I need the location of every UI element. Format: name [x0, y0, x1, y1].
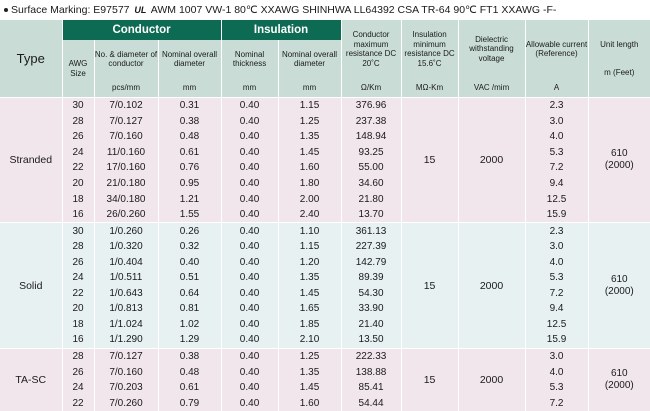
overall-diameter-cell: 1.25 — [278, 348, 341, 364]
thickness-cell: 0.40 — [221, 176, 278, 192]
type-cell: TA-SC — [0, 348, 62, 411]
resistance-cell: 21.40 — [341, 317, 401, 333]
table-row — [0, 254, 650, 270]
resistance-cell: 54.30 — [341, 286, 401, 302]
table-row — [0, 395, 650, 411]
awg-cell: 22 — [62, 395, 94, 411]
thickness-cell: 0.40 — [221, 317, 278, 333]
thickness-cell: 0.40 — [221, 191, 278, 207]
table-row — [0, 380, 650, 396]
awg-cell: 26 — [62, 364, 94, 380]
current-cell: 4.0 — [525, 364, 588, 380]
table-row — [0, 191, 650, 207]
header-awg: AWG — [68, 59, 88, 68]
resistance-cell: 227.39 — [341, 239, 401, 255]
header-conductor: Conductor — [62, 20, 221, 40]
awg-cell: 16 — [62, 332, 94, 348]
table-row — [0, 239, 650, 255]
table-header — [0, 20, 650, 98]
current-cell: 3.0 — [525, 348, 588, 364]
overall-diameter-cell: 1.35 — [278, 364, 341, 380]
nominal-diameter-cell: 1.55 — [158, 207, 221, 223]
nominal-diameter-cell: 0.26 — [158, 223, 221, 239]
conductor-cell: 7/0.102 — [94, 98, 158, 114]
awg-cell: 26 — [62, 254, 94, 270]
table-row — [0, 317, 650, 333]
resistance-cell: 55.00 — [341, 160, 401, 176]
nominal-diameter-cell: 0.32 — [158, 239, 221, 255]
header-dielectric: Dielectric withstanding voltage — [458, 20, 525, 78]
unit-length-m: 610 — [610, 367, 628, 379]
unit-length-cell — [588, 223, 650, 348]
awg-cell: 18 — [62, 317, 94, 333]
overall-diameter-cell: 1.20 — [278, 254, 341, 270]
thickness-cell: 0.40 — [221, 129, 278, 145]
group-ta-sc — [0, 348, 650, 411]
nominal-diameter-cell: 0.95 — [158, 176, 221, 192]
conductor-cell: 7/0.203 — [94, 380, 158, 396]
awg-cell: 22 — [62, 160, 94, 176]
nominal-diameter-cell: 1.21 — [158, 191, 221, 207]
current-cell: 5.3 — [525, 145, 588, 161]
overall-diameter-cell: 1.35 — [278, 270, 341, 286]
surface-marking-label: Surface Marking: — [11, 4, 91, 16]
unit-length-feet: (2000) — [604, 160, 634, 172]
overall-diameter-cell: 2.10 — [278, 332, 341, 348]
nominal-diameter-cell: 0.51 — [158, 270, 221, 286]
resistance-cell: 13.70 — [341, 207, 401, 223]
overall-diameter-cell: 2.40 — [278, 207, 341, 223]
thickness-cell: 0.40 — [221, 207, 278, 223]
cable-spec-table — [0, 20, 650, 411]
insulation-resistance-cell: 15 — [401, 223, 458, 348]
overall-diameter-cell: 1.45 — [278, 145, 341, 161]
header-nominal-thickness: Nominal thickness — [221, 40, 278, 78]
current-cell: 9.4 — [525, 176, 588, 192]
resistance-cell: 89.39 — [341, 270, 401, 286]
nominal-diameter-cell: 0.31 — [158, 98, 221, 114]
resistance-cell: 142.79 — [341, 254, 401, 270]
header-nominal-overall: Nominal overall diameter — [158, 40, 221, 78]
overall-diameter-cell: 1.60 — [278, 395, 341, 411]
conductor-cell: 1/0.320 — [94, 239, 158, 255]
thickness-cell: 0.40 — [221, 98, 278, 114]
surface-marking-code: E97577 — [93, 4, 130, 16]
dielectric-cell: 2000 — [458, 98, 525, 223]
thickness-cell: 0.40 — [221, 270, 278, 286]
table-row — [0, 114, 650, 130]
unit-length-feet: (2000) — [604, 379, 634, 391]
table-row — [0, 270, 650, 286]
conductor-cell: 7/0.127 — [94, 348, 158, 364]
conductor-cell: 1/1.290 — [94, 332, 158, 348]
resistance-cell: 376.96 — [341, 98, 401, 114]
header-unit-length-label: Unit length — [600, 39, 639, 49]
resistance-cell: 54.44 — [341, 395, 401, 411]
table-row — [0, 348, 650, 364]
overall-diameter-cell: 1.45 — [278, 380, 341, 396]
conductor-cell: 1/0.813 — [94, 301, 158, 317]
header-type: Type — [0, 20, 62, 98]
insulation-resistance-cell: 15 — [401, 98, 458, 223]
thickness-cell: 0.40 — [221, 301, 278, 317]
current-cell: 4.0 — [525, 129, 588, 145]
current-cell: 7.2 — [525, 160, 588, 176]
unit-length-cell — [588, 348, 650, 411]
current-cell: 9.4 — [525, 301, 588, 317]
resistance-cell: 148.94 — [341, 129, 401, 145]
current-cell: 4.0 — [525, 254, 588, 270]
nominal-diameter-cell: 0.48 — [158, 364, 221, 380]
awg-cell: 28 — [62, 348, 94, 364]
current-cell: 7.2 — [525, 286, 588, 302]
overall-diameter-cell: 1.65 — [278, 301, 341, 317]
resistance-cell: 33.90 — [341, 301, 401, 317]
awg-cell: 16 — [62, 207, 94, 223]
type-cell: Solid — [0, 223, 62, 348]
unit-insulation-resistance: MΩ-Km — [401, 78, 458, 98]
conductor-cell: 1/0.404 — [94, 254, 158, 270]
header-unit-length — [588, 20, 650, 98]
conductor-cell: 11/0.160 — [94, 145, 158, 161]
nominal-diameter-cell: 0.61 — [158, 380, 221, 396]
overall-diameter-cell: 1.15 — [278, 239, 341, 255]
unit-length-cell — [588, 98, 650, 223]
resistance-cell: 237.38 — [341, 114, 401, 130]
conductor-cell: 7/0.127 — [94, 114, 158, 130]
header-insulation-resistance: Insulation minimum resistance DC 15.6˚C — [401, 20, 458, 78]
awg-cell: 26 — [62, 129, 94, 145]
nominal-diameter-cell: 0.76 — [158, 160, 221, 176]
unit-resistance: Ω/Km — [341, 78, 401, 98]
nominal-diameter-cell: 0.64 — [158, 286, 221, 302]
overall-diameter-cell: 1.35 — [278, 129, 341, 145]
unit-ins-overall: mm — [278, 78, 341, 98]
unit-no-diameter: pcs/mm — [94, 78, 158, 98]
group-solid — [0, 223, 650, 348]
overall-diameter-cell: 1.60 — [278, 160, 341, 176]
thickness-cell: 0.40 — [221, 254, 278, 270]
overall-diameter-cell: 2.00 — [278, 191, 341, 207]
unit-length-m: 610 — [610, 273, 628, 285]
resistance-cell: 138.88 — [341, 364, 401, 380]
table-row — [0, 129, 650, 145]
resistance-cell: 361.13 — [341, 223, 401, 239]
table-row — [0, 286, 650, 302]
conductor-cell: 21/0.180 — [94, 176, 158, 192]
conductor-cell: 26/0.260 — [94, 207, 158, 223]
nominal-diameter-cell: 0.48 — [158, 129, 221, 145]
resistance-cell: 34.60 — [341, 176, 401, 192]
current-cell: 12.5 — [525, 191, 588, 207]
awg-cell: 30 — [62, 223, 94, 239]
resistance-cell: 93.25 — [341, 145, 401, 161]
conductor-cell: 1/0.643 — [94, 286, 158, 302]
table-row — [0, 176, 650, 192]
surface-marking-text: AWM 1007 VW-1 80℃ XXAWG SHINHWA LL64392 CSA TR-64 90℃ FT1 XXAWG -F- — [150, 4, 557, 16]
current-cell: 15.9 — [525, 207, 588, 223]
bullet-icon — [4, 8, 8, 12]
table-row — [0, 207, 650, 223]
nominal-diameter-cell: 1.29 — [158, 332, 221, 348]
header-awg-size — [62, 40, 94, 98]
conductor-cell: 7/0.260 — [94, 395, 158, 411]
table-row — [0, 332, 650, 348]
conductor-cell: 1/0.511 — [94, 270, 158, 286]
nominal-diameter-cell: 0.61 — [158, 145, 221, 161]
nominal-diameter-cell: 0.38 — [158, 348, 221, 364]
awg-cell: 20 — [62, 176, 94, 192]
conductor-cell: 1/0.260 — [94, 223, 158, 239]
conductor-cell: 17/0.160 — [94, 160, 158, 176]
current-cell: 2.3 — [525, 98, 588, 114]
resistance-cell: 85.41 — [341, 380, 401, 396]
overall-diameter-cell: 1.15 — [278, 98, 341, 114]
unit-length-feet: (2000) — [604, 285, 634, 297]
conductor-cell: 34/0.180 — [94, 191, 158, 207]
thickness-cell: 0.40 — [221, 332, 278, 348]
dielectric-cell: 2000 — [458, 223, 525, 348]
header-size: Size — [70, 68, 86, 78]
unit-current: A — [525, 78, 588, 98]
current-cell: 15.9 — [525, 332, 588, 348]
table-row — [0, 160, 650, 176]
unit-nominal-thickness: mm — [221, 78, 278, 98]
thickness-cell: 0.40 — [221, 348, 278, 364]
thickness-cell: 0.40 — [221, 114, 278, 130]
overall-diameter-cell: 1.85 — [278, 317, 341, 333]
unit-nominal-overall: mm — [158, 78, 221, 98]
table-row — [0, 364, 650, 380]
awg-cell: 24 — [62, 380, 94, 396]
type-cell: Stranded — [0, 98, 62, 223]
awg-cell: 22 — [62, 286, 94, 302]
awg-cell: 18 — [62, 191, 94, 207]
awg-cell: 30 — [62, 98, 94, 114]
overall-diameter-cell: 1.45 — [278, 286, 341, 302]
nominal-diameter-cell: 0.79 — [158, 395, 221, 411]
awg-cell: 24 — [62, 270, 94, 286]
table-row — [0, 98, 650, 114]
header-insulation: Insulation — [221, 20, 341, 40]
conductor-cell: 1/1.024 — [94, 317, 158, 333]
nominal-diameter-cell: 1.02 — [158, 317, 221, 333]
awg-cell: 28 — [62, 114, 94, 130]
header-current: Allowable current (Reference) — [525, 20, 588, 78]
unit-length-m: 610 — [610, 148, 628, 160]
thickness-cell: 0.40 — [221, 364, 278, 380]
thickness-cell: 0.40 — [221, 380, 278, 396]
nominal-diameter-cell: 0.40 — [158, 254, 221, 270]
thickness-cell: 0.40 — [221, 286, 278, 302]
thickness-cell: 0.40 — [221, 239, 278, 255]
awg-cell: 20 — [62, 301, 94, 317]
thickness-cell: 0.40 — [221, 160, 278, 176]
header-ins-overall: Nominal overall diameter — [278, 40, 341, 78]
table-row — [0, 145, 650, 161]
resistance-cell: 222.33 — [341, 348, 401, 364]
current-cell: 5.3 — [525, 270, 588, 286]
current-cell: 7.2 — [525, 395, 588, 411]
table-row — [0, 223, 650, 239]
insulation-resistance-cell: 15 — [401, 348, 458, 411]
awg-cell: 24 — [62, 145, 94, 161]
current-cell: 5.3 — [525, 380, 588, 396]
thickness-cell: 0.40 — [221, 145, 278, 161]
overall-diameter-cell: 1.25 — [278, 114, 341, 130]
current-cell: 12.5 — [525, 317, 588, 333]
nominal-diameter-cell: 0.81 — [158, 301, 221, 317]
dielectric-cell: 2000 — [458, 348, 525, 411]
table-row — [0, 301, 650, 317]
current-cell: 3.0 — [525, 114, 588, 130]
ul-logo-icon: UL — [134, 5, 147, 15]
group-stranded — [0, 98, 650, 223]
header-unit-length-unit: m (Feet) — [604, 68, 635, 77]
thickness-cell: 0.40 — [221, 223, 278, 239]
header-no-diameter: No. & diameter of conductor — [94, 40, 158, 78]
surface-marking — [0, 0, 650, 20]
resistance-cell: 13.50 — [341, 332, 401, 348]
unit-dielectric: VAC /mim — [458, 78, 525, 98]
thickness-cell: 0.40 — [221, 395, 278, 411]
awg-cell: 28 — [62, 239, 94, 255]
current-cell: 3.0 — [525, 239, 588, 255]
overall-diameter-cell: 1.10 — [278, 223, 341, 239]
resistance-cell: 21.80 — [341, 191, 401, 207]
header-resistance: Conductor maximum resistance DC 20˚C — [341, 20, 401, 78]
conductor-cell: 7/0.160 — [94, 129, 158, 145]
conductor-cell: 7/0.160 — [94, 364, 158, 380]
overall-diameter-cell: 1.80 — [278, 176, 341, 192]
nominal-diameter-cell: 0.38 — [158, 114, 221, 130]
current-cell: 2.3 — [525, 223, 588, 239]
